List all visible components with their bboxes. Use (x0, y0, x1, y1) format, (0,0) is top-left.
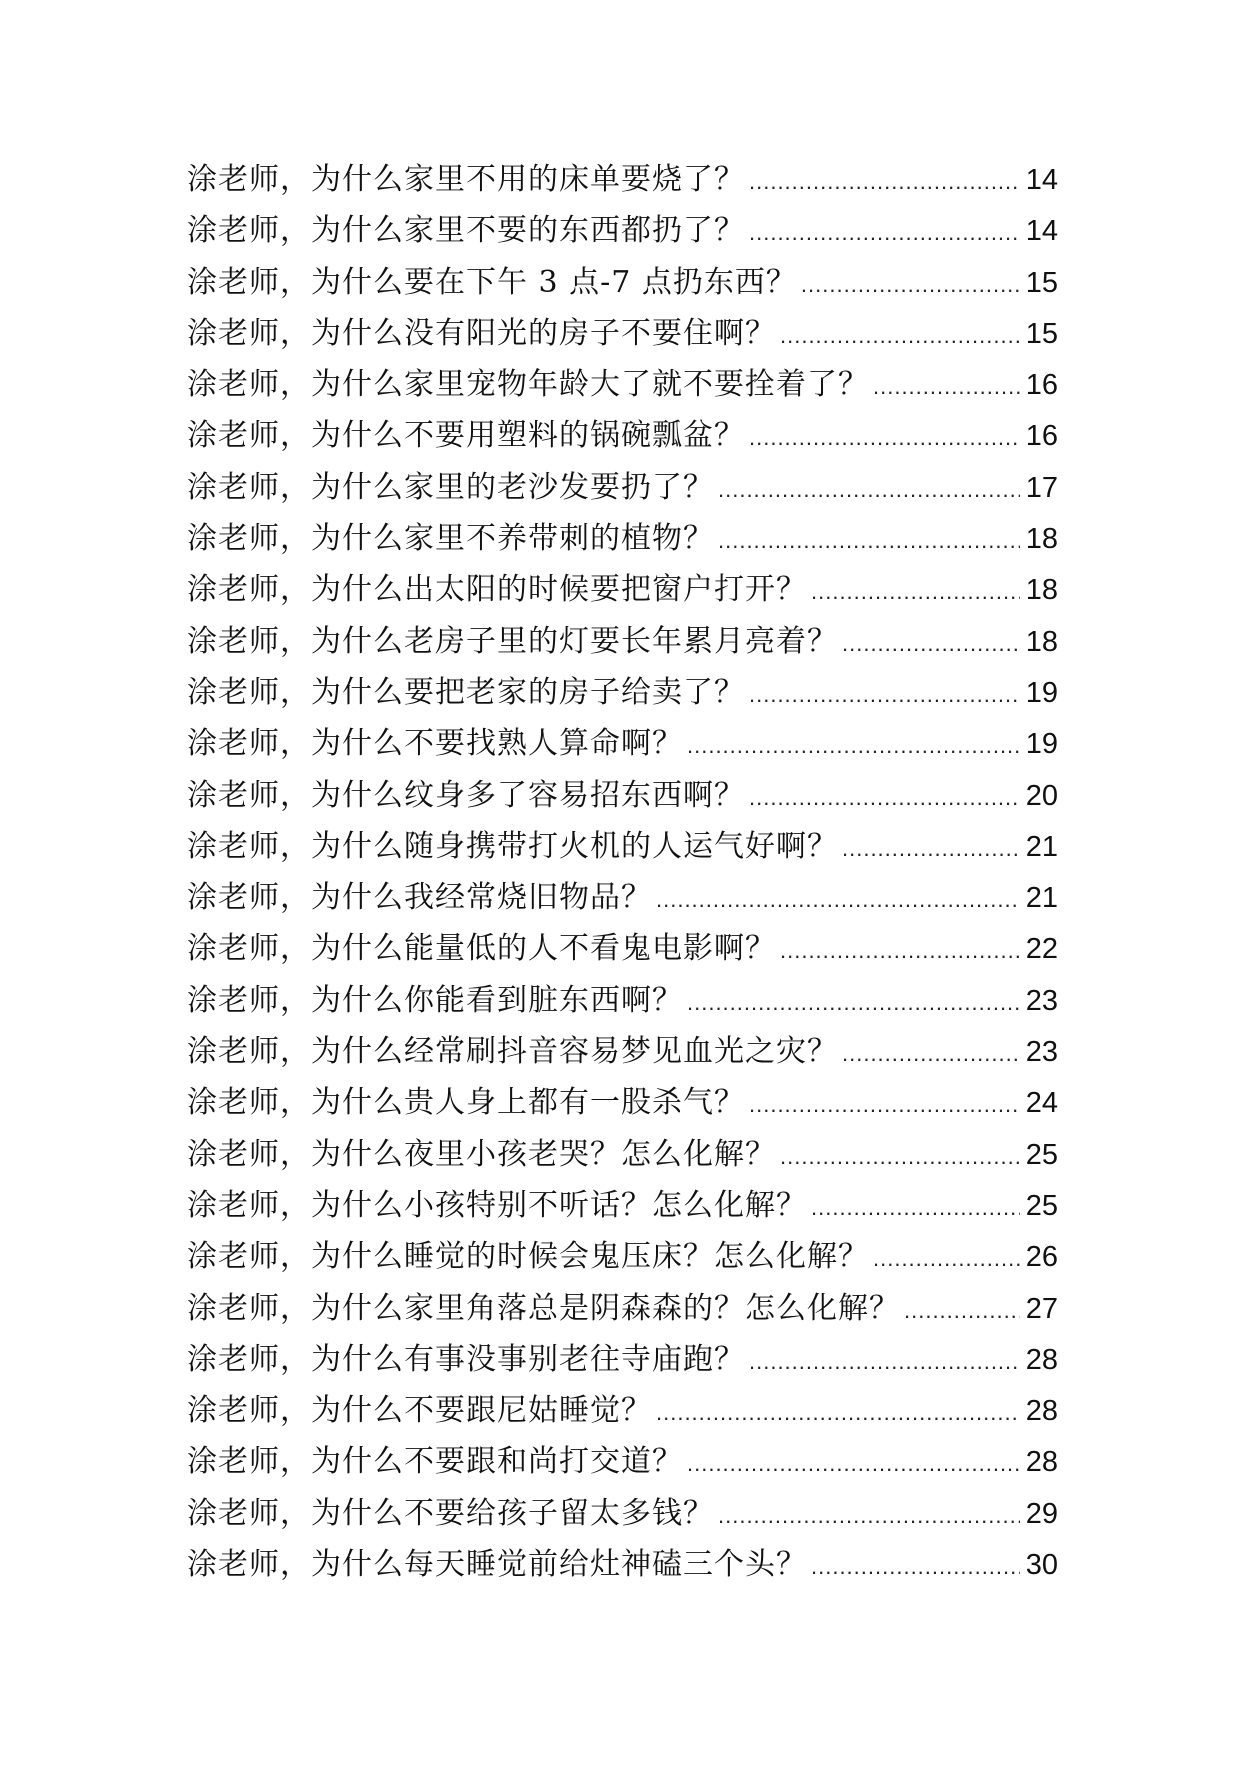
toc-entry-page: 22 (1025, 933, 1058, 966)
toc-entry-title: 涂老师，为什么不要给孩子留太多钱？ (187, 1495, 714, 1531)
toc-entry-title: 涂老师，为什么不要跟和尚打交道？ (187, 1444, 683, 1480)
toc-dot-leader (718, 515, 1020, 564)
toc-dot-leader (718, 1490, 1020, 1539)
toc-entry-page: 17 (1025, 471, 1058, 504)
toc-entry[interactable] (187, 410, 1058, 461)
toc-dot-leader (842, 1028, 1020, 1077)
toc-entry-page: 26 (1025, 1241, 1058, 1274)
toc-entry[interactable] (187, 1334, 1058, 1385)
toc-entry-page: 24 (1025, 1087, 1058, 1120)
toc-dot-leader (842, 618, 1020, 667)
toc-entry-page: 15 (1025, 266, 1058, 299)
toc-entry-page: 18 (1025, 625, 1058, 658)
toc-entry-page: 30 (1025, 1549, 1058, 1582)
toc-entry[interactable] (187, 821, 1058, 872)
toc-entry-page: 21 (1025, 882, 1058, 915)
toc-entry-page: 19 (1025, 728, 1058, 761)
toc-entry[interactable] (187, 154, 1058, 205)
toc-entry[interactable] (187, 308, 1058, 359)
toc-dot-leader (873, 361, 1020, 410)
toc-entry-page: 27 (1025, 1292, 1058, 1325)
toc-entry-page: 16 (1025, 420, 1058, 453)
toc-entry-title: 涂老师，为什么有事没事别老往寺庙跑？ (187, 1341, 745, 1377)
toc-entry-page: 14 (1025, 164, 1058, 196)
toc-entry-title: 涂老师，为什么家里不要的东西都扔了？ (187, 213, 745, 249)
toc-entry-title: 涂老师，为什么夜里小孩老哭？怎么化解？ (187, 1136, 776, 1172)
toc-entry[interactable] (187, 1026, 1058, 1077)
toc-entry[interactable] (187, 462, 1058, 513)
toc-dot-leader (749, 207, 1020, 256)
toc-dot-leader (780, 925, 1020, 974)
toc-entry-title: 涂老师，为什么每天睡觉前给灶神磕三个头？ (187, 1547, 807, 1583)
toc-dot-leader (749, 669, 1020, 718)
toc-dot-leader (687, 1438, 1020, 1487)
toc-entry-title: 涂老师，为什么不要跟尼姑睡觉？ (187, 1393, 652, 1429)
toc-dot-leader (718, 464, 1020, 513)
toc-entry-title: 涂老师，为什么睡觉的时候会鬼压床？怎么化解？ (187, 1239, 869, 1275)
toc-entry-page: 19 (1025, 676, 1058, 709)
toc-dot-leader (749, 412, 1020, 461)
toc-entry-title: 涂老师，为什么你能看到脏东西啊？ (187, 982, 683, 1018)
toc-entry-page: 18 (1025, 574, 1058, 607)
toc-entry-title: 涂老师，为什么小孩特别不听话？怎么化解？ (187, 1187, 807, 1223)
toc-entry-page: 28 (1025, 1395, 1058, 1428)
toc-entry[interactable] (187, 975, 1058, 1026)
toc-entry-page: 23 (1025, 984, 1058, 1017)
toc-entry[interactable] (187, 359, 1058, 410)
toc-dot-leader (780, 310, 1020, 359)
toc-entry[interactable] (187, 1180, 1058, 1231)
toc-entry[interactable] (187, 1231, 1058, 1282)
toc-dot-leader (873, 1233, 1020, 1282)
toc-entry[interactable] (187, 1385, 1058, 1436)
toc-entry[interactable] (187, 923, 1058, 974)
toc-entry-page: 21 (1025, 830, 1058, 863)
toc-dot-leader (842, 823, 1020, 872)
toc-entry[interactable] (187, 1283, 1058, 1334)
toc-entry-title: 涂老师，为什么纹身多了容易招东西啊？ (187, 777, 745, 813)
toc-dot-leader (749, 156, 1020, 205)
toc-entry[interactable] (187, 1539, 1058, 1590)
toc-entry[interactable] (187, 667, 1058, 718)
toc-entry[interactable] (187, 564, 1058, 615)
toc-entry-page: 23 (1025, 1036, 1058, 1069)
toc-entry[interactable] (187, 205, 1058, 256)
toc-entry-page: 18 (1025, 523, 1058, 556)
toc-entry-title: 涂老师，为什么家里不用的床单要烧了？ (187, 162, 745, 197)
toc-dot-leader (780, 1131, 1020, 1180)
toc-entry[interactable] (187, 1488, 1058, 1539)
toc-entry-page: 15 (1025, 317, 1058, 350)
toc-dot-leader (687, 977, 1020, 1026)
toc-dot-leader (904, 1285, 1020, 1334)
toc-entry[interactable] (187, 1129, 1058, 1180)
toc-entry[interactable] (187, 513, 1058, 564)
toc-entry[interactable] (187, 257, 1058, 308)
toc-entry-page: 20 (1025, 779, 1058, 812)
toc-entry-title: 涂老师，为什么家里不养带刺的植物？ (187, 521, 714, 557)
toc-entry-title: 涂老师，为什么不要用塑料的锅碗瓢盆？ (187, 418, 745, 454)
toc-entry-title: 涂老师，为什么家里的老沙发要扔了？ (187, 469, 714, 505)
toc-entry-title: 涂老师，为什么家里宠物年龄大了就不要拴着了？ (187, 367, 869, 403)
toc-entry[interactable] (187, 718, 1058, 769)
toc-entry-title: 涂老师，为什么要把老家的房子给卖了？ (187, 674, 745, 710)
toc-dot-leader (656, 874, 1020, 923)
toc-entry[interactable] (187, 872, 1058, 923)
toc-entry-page: 16 (1025, 369, 1058, 402)
toc-entry-title: 涂老师，为什么要在下午 3 点-7 点扔东西？ (187, 264, 797, 300)
toc-entry-title: 涂老师，为什么经常刷抖音容易梦见血光之灾？ (187, 1034, 838, 1070)
toc-entry-title: 涂老师，为什么不要找熟人算命啊？ (187, 726, 683, 762)
table-of-contents (187, 154, 1058, 1590)
toc-entry-title: 涂老师，为什么贵人身上都有一股杀气？ (187, 1085, 745, 1121)
toc-entry-title: 涂老师，为什么能量低的人不看鬼电影啊？ (187, 931, 776, 967)
toc-dot-leader (749, 772, 1020, 821)
toc-dot-leader (801, 259, 1020, 308)
toc-dot-leader (749, 1336, 1020, 1385)
toc-entry-title: 涂老师，为什么随身携带打火机的人运气好啊？ (187, 828, 838, 864)
toc-dot-leader (811, 1182, 1020, 1231)
toc-entry[interactable] (187, 1436, 1058, 1487)
toc-dot-leader (749, 1079, 1020, 1128)
toc-dot-leader (811, 1541, 1020, 1590)
toc-entry-title: 涂老师，为什么我经常烧旧物品？ (187, 880, 652, 916)
toc-entry-page: 28 (1025, 1343, 1058, 1376)
toc-entry[interactable] (187, 770, 1058, 821)
toc-entry-page: 14 (1025, 215, 1058, 248)
toc-dot-leader (687, 720, 1020, 769)
toc-entry-page: 25 (1025, 1189, 1058, 1222)
toc-entry-page: 25 (1025, 1138, 1058, 1171)
toc-entry-page: 28 (1025, 1446, 1058, 1479)
toc-entry[interactable] (187, 1077, 1058, 1128)
toc-entry[interactable] (187, 616, 1058, 667)
toc-entry-title: 涂老师，为什么老房子里的灯要长年累月亮着？ (187, 623, 838, 659)
toc-entry-title: 涂老师，为什么没有阳光的房子不要住啊？ (187, 315, 776, 351)
toc-entry-title: 涂老师，为什么出太阳的时候要把窗户打开？ (187, 572, 807, 608)
toc-entry-title: 涂老师，为什么家里角落总是阴森森的？怎么化解？ (187, 1290, 900, 1326)
toc-entry-page: 29 (1025, 1497, 1058, 1530)
toc-dot-leader (811, 566, 1020, 615)
toc-dot-leader (656, 1387, 1020, 1436)
